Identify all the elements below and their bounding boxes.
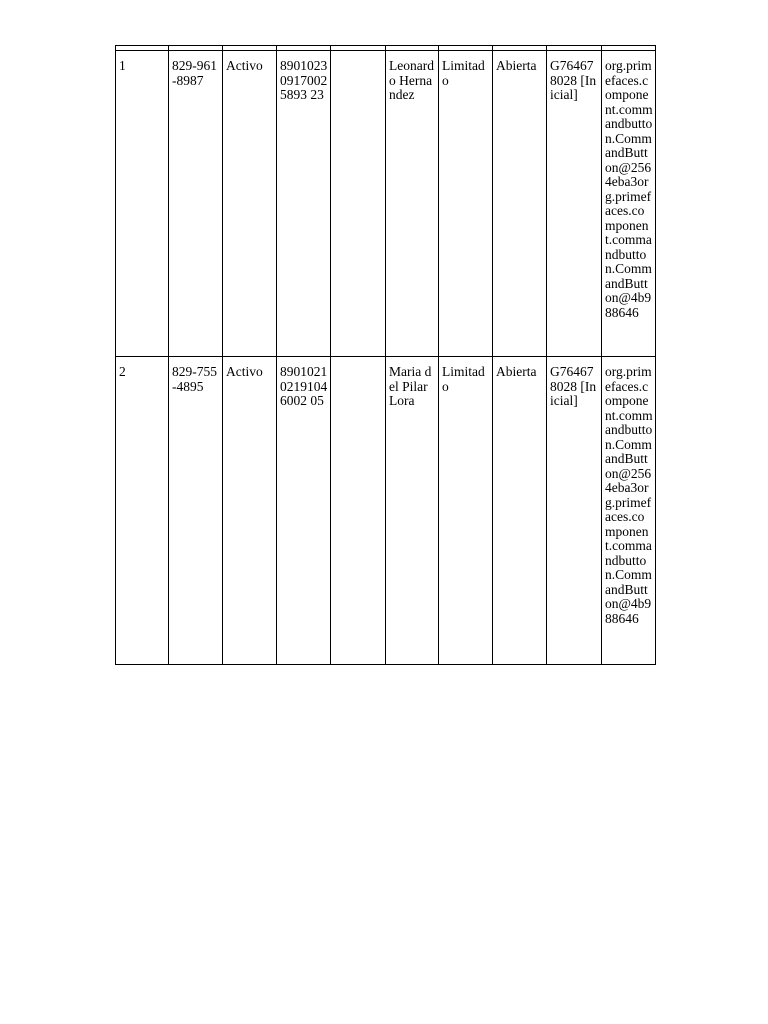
cell-id-number <box>277 357 331 665</box>
cell-code-text: G764678028 [Inicial] <box>550 364 597 408</box>
cell-state <box>493 51 547 357</box>
cell-state-text: Abierta <box>496 364 537 379</box>
cell-status <box>223 357 277 665</box>
cell-state <box>493 357 547 665</box>
table-row <box>116 51 656 357</box>
cell-name-text: Leonardo Hernandez <box>389 58 434 102</box>
cell-type-text: Limitado <box>442 58 485 88</box>
cell-code <box>547 51 602 357</box>
cell-status <box>223 51 277 357</box>
cell-status-text: Activo <box>226 364 263 379</box>
cell-component <box>602 51 656 357</box>
cell-phone-text: 829-961-8987 <box>172 58 217 88</box>
cell-phone <box>169 357 223 665</box>
cell-name <box>386 357 439 665</box>
cell-type <box>439 51 493 357</box>
table-body <box>116 51 656 665</box>
cell-blank <box>331 51 386 357</box>
cell-index <box>116 357 169 665</box>
cell-code-text: G764678028 [Inicial] <box>550 58 597 102</box>
cell-type-text: Limitado <box>442 364 485 394</box>
cell-state-text: Abierta <box>496 58 537 73</box>
cell-status-text: Activo <box>226 58 263 73</box>
cell-phone-text: 829-755-4895 <box>172 364 217 394</box>
cell-blank <box>331 357 386 665</box>
cell-component-text: org.primefaces.component.commandbutton.CommandButton@2564eba3org.primefaces.component.commandbutton.CommandButton@4b988646 <box>605 58 653 320</box>
cell-code <box>547 357 602 665</box>
records-table <box>115 45 656 665</box>
cell-index <box>116 51 169 357</box>
cell-component <box>602 357 656 665</box>
cell-id-number-text: 890102102191046002 05 <box>280 364 328 408</box>
cell-index-text: 1 <box>119 58 126 73</box>
cell-index-text: 2 <box>119 364 126 379</box>
cell-phone <box>169 51 223 357</box>
cell-name-text: Maria del Pilar Lora <box>389 364 432 408</box>
cell-name <box>386 51 439 357</box>
cell-id-number <box>277 51 331 357</box>
cell-type <box>439 357 493 665</box>
cell-id-number-text: 890102309170025893 23 <box>280 58 328 102</box>
table-row <box>116 357 656 665</box>
cell-component-text: org.primefaces.component.commandbutton.CommandButton@2564eba3org.primefaces.component.commandbutton.CommandButton@4b988646 <box>605 364 653 626</box>
